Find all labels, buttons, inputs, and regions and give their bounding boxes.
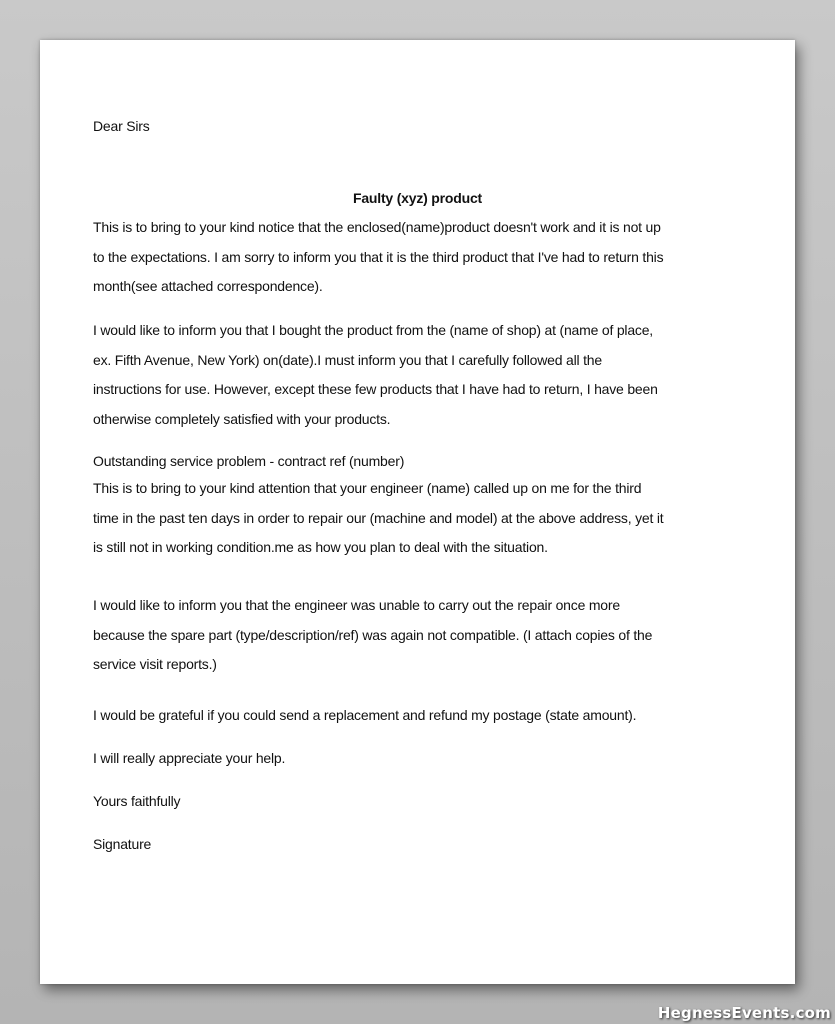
signature-line: Signature xyxy=(93,836,152,852)
letter-title: Faulty (xyz) product xyxy=(352,190,482,206)
paragraph-1 xyxy=(93,213,663,302)
paragraph-4-line-2: because the spare part (type/description/ref) was again not compatible. (I attach copies of the xyxy=(93,626,653,643)
paragraph-3-line-3: is still not in working condition.me as how you plan to deal with the situation. xyxy=(93,539,548,555)
paragraph-3 xyxy=(93,474,663,563)
closing: Yours faithfully xyxy=(93,793,181,809)
paragraph-4 xyxy=(93,591,652,680)
paragraph-4-line-3: service visit reports.) xyxy=(93,656,217,672)
subheading: Outstanding service problem - contract ref (number) xyxy=(93,453,405,469)
letter-page xyxy=(40,40,795,984)
paragraph-1-line-1: This is to bring to your kind notice that the enclosed(name)product doesn't work and it is not up xyxy=(93,219,661,235)
paragraph-3-line-2: time in the past ten days in order to repair our (machine and model) at the above address, yet it xyxy=(93,509,664,526)
paragraph-1-line-3: month(see attached correspondence). xyxy=(93,278,323,294)
paragraph-1-line-2: to the expectations. I am sorry to inform you that it is the third product that I've had to return this xyxy=(93,248,664,265)
paragraph-2-line-1: I would like to inform you that I bought the product from the (name of shop) at (name of place, xyxy=(93,322,653,338)
paragraph-2 xyxy=(93,316,658,434)
paragraph-2-line-4: otherwise completely satisfied with your products. xyxy=(93,410,391,427)
paragraph-6: I will really appreciate your help. xyxy=(93,750,286,766)
salutation: Dear Sirs xyxy=(93,118,150,134)
paragraph-5: I would be grateful if you could send a replacement and refund my postage (state amount). xyxy=(93,707,637,723)
site-watermark: HegnessEvents.com xyxy=(657,1004,831,1022)
paragraph-2-line-2: ex. Fifth Avenue, New York) on(date).I must inform you that I carefully followed all the xyxy=(93,351,602,368)
paragraph-3-line-1: This is to bring to your kind attention that your engineer (name) called up on me for the third xyxy=(93,480,642,496)
paragraph-2-line-3: instructions for use. However, except these few products that I have had to return, I have been xyxy=(93,381,658,397)
paragraph-4-line-1: I would like to inform you that the engineer was unable to carry out the repair once more xyxy=(93,597,620,613)
